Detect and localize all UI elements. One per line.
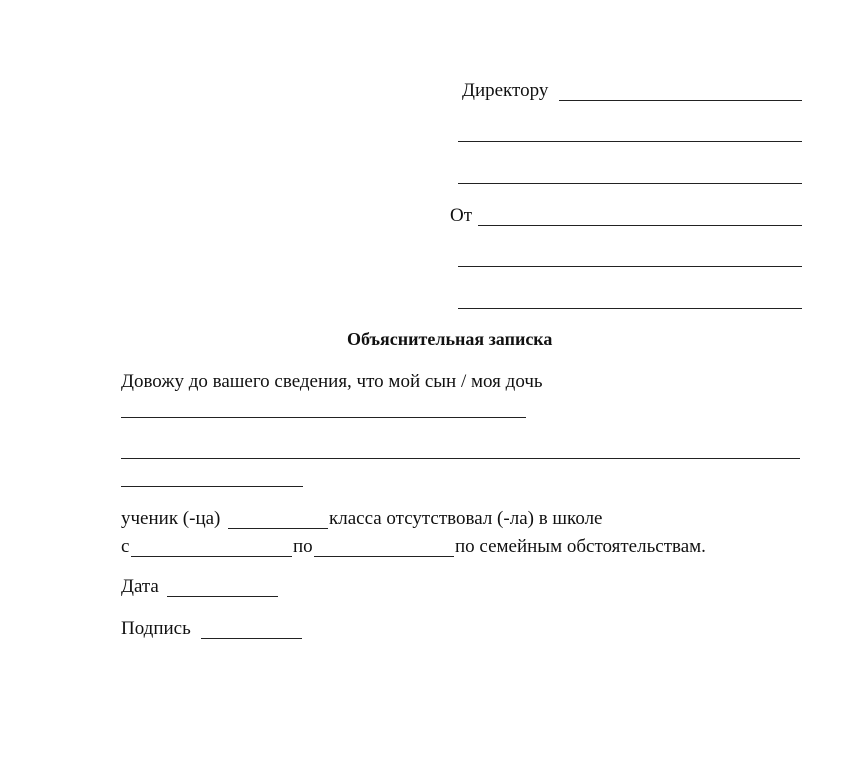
reason-text: по семейным обстоятельствам.: [455, 536, 706, 557]
class-absence-text: класса отсутствовал (-ла) в школе: [329, 508, 603, 529]
director-label: Директору: [462, 80, 549, 101]
date-label: Дата: [121, 576, 159, 597]
signature-label: Подпись: [121, 618, 191, 639]
from-date-label: с: [121, 536, 130, 557]
to-date-field[interactable]: [314, 556, 454, 557]
child-name-line-3[interactable]: [121, 486, 303, 487]
child-name-field[interactable]: [121, 417, 526, 418]
director-line-2[interactable]: [458, 141, 802, 142]
signature-field[interactable]: [201, 638, 302, 639]
from-date-field[interactable]: [131, 556, 292, 557]
intro-text: Довожу до вашего сведения, что мой сын / моя дочь: [121, 371, 543, 392]
director-name-field[interactable]: [559, 100, 802, 101]
date-field[interactable]: [167, 596, 278, 597]
child-name-line-2[interactable]: [121, 458, 800, 459]
from-line-2[interactable]: [458, 266, 802, 267]
director-line-3[interactable]: [458, 183, 802, 184]
from-label: От: [450, 205, 473, 226]
to-date-label: по: [293, 536, 313, 557]
student-label: ученик (-ца): [121, 508, 221, 529]
from-line-3[interactable]: [458, 308, 802, 309]
from-name-field[interactable]: [478, 225, 802, 226]
document-title: Объяснительная записка: [347, 329, 553, 349]
class-field[interactable]: [228, 528, 328, 529]
